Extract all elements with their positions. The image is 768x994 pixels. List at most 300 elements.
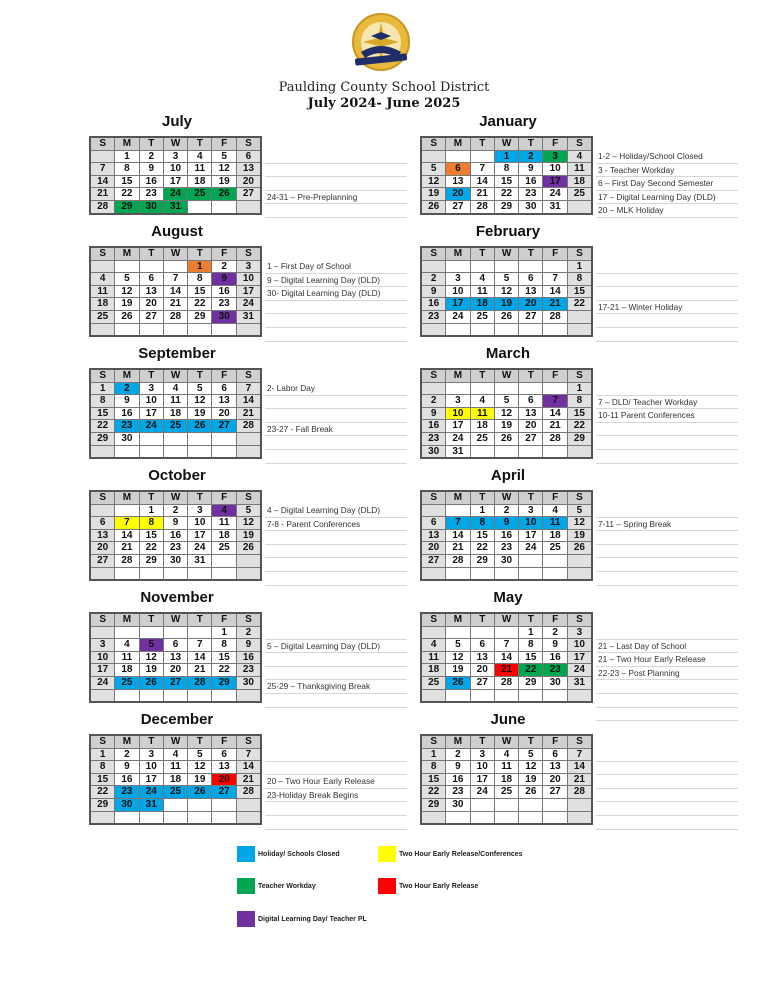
day-cell: 21 bbox=[567, 773, 592, 786]
day-cell: 2 bbox=[543, 626, 567, 639]
day-cell: 1 bbox=[212, 626, 236, 639]
day-cell: 16 bbox=[212, 285, 236, 298]
legend-item bbox=[378, 846, 523, 862]
day-cell: 27 bbox=[90, 554, 115, 567]
day-cell: 24 bbox=[446, 432, 470, 445]
day-cell: 25 bbox=[115, 676, 139, 689]
day-cell bbox=[567, 554, 592, 567]
day-cell: 29 bbox=[567, 432, 592, 445]
day-cell: 9 bbox=[543, 639, 567, 652]
weekday-header: S bbox=[90, 735, 115, 748]
week-row bbox=[90, 811, 261, 824]
weekday-header: T bbox=[470, 613, 494, 626]
day-cell bbox=[470, 150, 494, 163]
event-note bbox=[596, 328, 738, 342]
day-cell bbox=[494, 445, 518, 458]
event-note bbox=[596, 423, 738, 437]
weekday-header: W bbox=[494, 735, 518, 748]
day-cell: 11 bbox=[470, 407, 494, 420]
weekday-header: S bbox=[421, 491, 446, 504]
day-cell: 16 bbox=[543, 651, 567, 664]
day-cell: 1 bbox=[90, 382, 115, 395]
day-cell: 8 bbox=[90, 761, 115, 774]
weekday-header: F bbox=[212, 137, 236, 150]
day-cell bbox=[421, 626, 446, 639]
day-cell: 19 bbox=[115, 298, 139, 311]
day-cell: 28 bbox=[543, 432, 567, 445]
event-note bbox=[596, 775, 738, 789]
day-cell: 17 bbox=[236, 285, 261, 298]
day-cell: 2 bbox=[212, 260, 236, 273]
day-cell: 1 bbox=[139, 504, 163, 517]
day-cell: 11 bbox=[494, 761, 518, 774]
day-cell: 23 bbox=[115, 786, 139, 799]
day-cell bbox=[236, 554, 261, 567]
month-title: January bbox=[479, 113, 537, 130]
day-cell bbox=[543, 260, 567, 273]
day-cell: 27 bbox=[421, 554, 446, 567]
day-cell: 10 bbox=[567, 639, 592, 652]
month-title: April bbox=[490, 467, 526, 484]
weekday-header: S bbox=[421, 137, 446, 150]
day-cell: 13 bbox=[236, 163, 261, 176]
day-cell: 14 bbox=[470, 175, 494, 188]
day-cell: 23 bbox=[163, 542, 187, 555]
day-cell bbox=[543, 567, 567, 580]
day-cell: 8 bbox=[567, 273, 592, 286]
month-notes bbox=[265, 504, 407, 586]
weekday-header: S bbox=[236, 369, 261, 382]
week-row bbox=[421, 567, 592, 580]
day-cell: 6 bbox=[163, 639, 187, 652]
week-row bbox=[421, 529, 592, 542]
day-cell: 6 bbox=[139, 273, 163, 286]
day-cell bbox=[139, 445, 163, 458]
event-note: 1-2 – Holiday/School Closed bbox=[596, 150, 738, 164]
day-cell: 20 bbox=[470, 664, 494, 677]
day-cell: 22 bbox=[115, 188, 139, 201]
event-note bbox=[265, 301, 407, 315]
weekday-header: S bbox=[421, 613, 446, 626]
week-row bbox=[90, 420, 261, 433]
day-cell: 17 bbox=[567, 651, 592, 664]
day-cell: 3 bbox=[139, 748, 163, 761]
week-row bbox=[421, 310, 592, 323]
weekday-header: F bbox=[543, 735, 567, 748]
day-cell: 25 bbox=[567, 188, 592, 201]
day-cell: 18 bbox=[188, 175, 212, 188]
day-cell bbox=[139, 260, 163, 273]
day-cell: 25 bbox=[421, 676, 446, 689]
day-cell bbox=[139, 626, 163, 639]
day-cell: 30 bbox=[236, 676, 261, 689]
day-cell bbox=[212, 445, 236, 458]
day-cell bbox=[446, 626, 470, 639]
week-row bbox=[421, 773, 592, 786]
month-title: November bbox=[140, 589, 214, 606]
day-cell: 10 bbox=[139, 761, 163, 774]
day-cell bbox=[115, 626, 139, 639]
day-cell: 30 bbox=[212, 310, 236, 323]
event-note bbox=[265, 204, 407, 218]
day-cell: 3 bbox=[163, 150, 187, 163]
day-cell bbox=[188, 432, 212, 445]
day-cell: 12 bbox=[421, 175, 446, 188]
week-row bbox=[421, 323, 592, 336]
event-note bbox=[596, 545, 738, 559]
event-note bbox=[265, 328, 407, 342]
month-notes bbox=[265, 382, 407, 464]
day-cell bbox=[421, 504, 446, 517]
week-row bbox=[90, 382, 261, 395]
day-cell: 22 bbox=[567, 420, 592, 433]
day-cell: 8 bbox=[188, 273, 212, 286]
weekday-header: S bbox=[567, 369, 592, 382]
day-cell bbox=[212, 689, 236, 702]
month-title: February bbox=[475, 223, 541, 240]
day-cell: 8 bbox=[421, 761, 446, 774]
day-cell bbox=[236, 798, 261, 811]
day-cell bbox=[236, 811, 261, 824]
day-cell: 7 bbox=[236, 748, 261, 761]
day-cell: 28 bbox=[90, 200, 115, 213]
day-cell: 27 bbox=[139, 310, 163, 323]
week-row bbox=[421, 748, 592, 761]
month-title: May bbox=[493, 589, 523, 606]
day-cell: 16 bbox=[139, 175, 163, 188]
day-cell: 6 bbox=[212, 382, 236, 395]
event-note: 3 - Teacher Workday bbox=[596, 164, 738, 178]
day-cell: 7 bbox=[236, 382, 261, 395]
day-cell: 21 bbox=[494, 664, 518, 677]
event-note bbox=[596, 314, 738, 328]
day-cell bbox=[163, 323, 187, 336]
weekday-header: M bbox=[446, 491, 470, 504]
day-cell: 30 bbox=[494, 554, 518, 567]
day-cell: 12 bbox=[139, 651, 163, 664]
day-cell: 14 bbox=[567, 761, 592, 774]
legend-item bbox=[237, 878, 316, 894]
weekday-header: T bbox=[188, 491, 212, 504]
day-cell: 23 bbox=[421, 310, 446, 323]
day-cell: 7 bbox=[90, 163, 115, 176]
day-cell: 22 bbox=[188, 298, 212, 311]
day-cell: 31 bbox=[567, 676, 592, 689]
day-cell: 11 bbox=[188, 163, 212, 176]
event-note bbox=[596, 816, 738, 830]
day-cell: 16 bbox=[163, 529, 187, 542]
day-cell: 13 bbox=[519, 285, 543, 298]
weekday-header: T bbox=[519, 491, 543, 504]
day-cell bbox=[421, 323, 446, 336]
day-cell: 18 bbox=[421, 664, 446, 677]
weekday-header: T bbox=[519, 613, 543, 626]
legend-swatch bbox=[378, 846, 396, 862]
day-cell: 6 bbox=[519, 395, 543, 408]
event-note bbox=[265, 626, 407, 640]
day-cell: 1 bbox=[115, 150, 139, 163]
day-cell: 14 bbox=[90, 175, 115, 188]
day-cell: 20 bbox=[446, 188, 470, 201]
day-cell bbox=[115, 689, 139, 702]
day-cell: 19 bbox=[567, 529, 592, 542]
event-note bbox=[265, 177, 407, 191]
event-note: 9 – Digital Learning Day (DLD) bbox=[265, 274, 407, 288]
day-cell bbox=[567, 445, 592, 458]
day-cell: 4 bbox=[163, 748, 187, 761]
day-cell: 24 bbox=[567, 664, 592, 677]
week-row bbox=[421, 382, 592, 395]
day-cell: 9 bbox=[115, 395, 139, 408]
month-notes bbox=[596, 748, 738, 830]
day-cell: 1 bbox=[470, 504, 494, 517]
month-grid bbox=[89, 368, 262, 459]
day-cell: 5 bbox=[494, 273, 518, 286]
day-cell bbox=[115, 504, 139, 517]
day-cell: 5 bbox=[519, 748, 543, 761]
day-cell: 16 bbox=[115, 407, 139, 420]
day-cell: 9 bbox=[212, 273, 236, 286]
weekday-header: T bbox=[188, 137, 212, 150]
day-cell: 3 bbox=[188, 504, 212, 517]
event-note bbox=[265, 694, 407, 708]
weekday-header: F bbox=[212, 491, 236, 504]
event-note bbox=[596, 694, 738, 708]
day-cell bbox=[446, 567, 470, 580]
day-cell: 2 bbox=[421, 273, 446, 286]
legend-swatch bbox=[237, 878, 255, 894]
day-cell: 14 bbox=[236, 761, 261, 774]
day-cell bbox=[494, 260, 518, 273]
day-cell: 29 bbox=[212, 676, 236, 689]
week-row bbox=[421, 285, 592, 298]
day-cell: 22 bbox=[139, 542, 163, 555]
day-cell: 13 bbox=[163, 651, 187, 664]
weekday-header: M bbox=[115, 613, 139, 626]
weekday-header: S bbox=[567, 247, 592, 260]
day-cell: 19 bbox=[212, 175, 236, 188]
district-name: Paulding County School District bbox=[278, 80, 490, 95]
day-cell: 5 bbox=[494, 395, 518, 408]
event-note bbox=[265, 409, 407, 423]
week-row bbox=[90, 407, 261, 420]
legend-swatch bbox=[237, 911, 255, 927]
day-cell: 1 bbox=[494, 150, 518, 163]
day-cell: 21 bbox=[543, 420, 567, 433]
day-cell: 20 bbox=[139, 298, 163, 311]
month-grid bbox=[420, 612, 593, 703]
weekday-header: M bbox=[446, 735, 470, 748]
day-cell: 2 bbox=[519, 150, 543, 163]
day-cell: 24 bbox=[236, 298, 261, 311]
month-grid bbox=[89, 612, 262, 703]
day-cell: 28 bbox=[470, 200, 494, 213]
day-cell: 21 bbox=[470, 188, 494, 201]
day-cell: 13 bbox=[446, 175, 470, 188]
day-cell bbox=[236, 323, 261, 336]
week-row bbox=[421, 651, 592, 664]
week-row bbox=[90, 445, 261, 458]
event-note bbox=[265, 816, 407, 830]
day-cell bbox=[115, 567, 139, 580]
day-cell: 11 bbox=[163, 395, 187, 408]
day-cell: 28 bbox=[188, 676, 212, 689]
day-cell: 5 bbox=[236, 504, 261, 517]
day-cell bbox=[543, 445, 567, 458]
week-row bbox=[90, 323, 261, 336]
day-cell: 7 bbox=[543, 273, 567, 286]
day-cell bbox=[188, 323, 212, 336]
week-row bbox=[421, 395, 592, 408]
weekday-header: W bbox=[494, 613, 518, 626]
day-cell: 30 bbox=[446, 798, 470, 811]
weekday-header: F bbox=[543, 369, 567, 382]
day-cell: 7 bbox=[163, 273, 187, 286]
event-note bbox=[265, 762, 407, 776]
day-cell: 11 bbox=[567, 163, 592, 176]
month-notes bbox=[596, 260, 738, 342]
day-cell: 11 bbox=[115, 651, 139, 664]
weekday-header: T bbox=[470, 137, 494, 150]
day-cell bbox=[139, 323, 163, 336]
week-row bbox=[421, 798, 592, 811]
day-cell: 25 bbox=[90, 310, 115, 323]
day-cell: 30 bbox=[421, 445, 446, 458]
week-row bbox=[90, 554, 261, 567]
day-cell: 25 bbox=[470, 310, 494, 323]
day-cell bbox=[543, 798, 567, 811]
day-cell: 24 bbox=[139, 420, 163, 433]
day-cell: 5 bbox=[212, 150, 236, 163]
day-cell: 24 bbox=[163, 188, 187, 201]
week-row bbox=[90, 517, 261, 530]
week-row bbox=[90, 626, 261, 639]
weekday-header: S bbox=[90, 137, 115, 150]
weekday-header: T bbox=[139, 613, 163, 626]
day-cell: 21 bbox=[543, 298, 567, 311]
day-cell: 28 bbox=[494, 676, 518, 689]
day-cell: 25 bbox=[470, 432, 494, 445]
week-row bbox=[90, 150, 261, 163]
weekday-header: S bbox=[236, 137, 261, 150]
week-row bbox=[421, 639, 592, 652]
day-cell bbox=[494, 689, 518, 702]
day-cell: 28 bbox=[115, 554, 139, 567]
day-cell: 17 bbox=[519, 529, 543, 542]
day-cell: 1 bbox=[421, 748, 446, 761]
weekday-header: S bbox=[90, 247, 115, 260]
day-cell: 12 bbox=[446, 651, 470, 664]
weekday-header: S bbox=[567, 137, 592, 150]
day-cell: 25 bbox=[163, 786, 187, 799]
day-cell: 25 bbox=[188, 188, 212, 201]
event-note bbox=[265, 314, 407, 328]
day-cell: 20 bbox=[519, 420, 543, 433]
weekday-header: W bbox=[494, 369, 518, 382]
event-note bbox=[265, 150, 407, 164]
weekday-header: S bbox=[236, 247, 261, 260]
day-cell: 8 bbox=[519, 639, 543, 652]
weekday-header: F bbox=[212, 735, 236, 748]
day-cell: 5 bbox=[115, 273, 139, 286]
day-cell: 27 bbox=[236, 188, 261, 201]
day-cell bbox=[470, 445, 494, 458]
day-cell: 29 bbox=[139, 554, 163, 567]
day-cell: 18 bbox=[470, 298, 494, 311]
day-cell: 10 bbox=[519, 517, 543, 530]
week-row bbox=[421, 811, 592, 824]
event-note: 30- Digital Learning Day (DLD) bbox=[265, 287, 407, 301]
day-cell bbox=[470, 689, 494, 702]
month-notes bbox=[596, 382, 738, 464]
day-cell bbox=[494, 626, 518, 639]
event-note: 4 – Digital Learning Day (DLD) bbox=[265, 504, 407, 518]
day-cell: 30 bbox=[543, 676, 567, 689]
day-cell: 8 bbox=[90, 395, 115, 408]
day-cell bbox=[446, 150, 470, 163]
day-cell: 10 bbox=[543, 163, 567, 176]
week-row bbox=[90, 260, 261, 273]
month-title: October bbox=[148, 467, 206, 484]
week-row bbox=[421, 676, 592, 689]
weekday-header: F bbox=[212, 247, 236, 260]
week-row bbox=[90, 761, 261, 774]
day-cell: 24 bbox=[543, 188, 567, 201]
day-cell: 30 bbox=[163, 554, 187, 567]
day-cell bbox=[446, 323, 470, 336]
day-cell bbox=[90, 567, 115, 580]
day-cell: 11 bbox=[163, 761, 187, 774]
day-cell bbox=[519, 445, 543, 458]
legend-label: Teacher Workday bbox=[258, 882, 316, 890]
day-cell bbox=[90, 150, 115, 163]
day-cell: 15 bbox=[494, 175, 518, 188]
day-cell bbox=[212, 554, 236, 567]
day-cell: 5 bbox=[421, 163, 446, 176]
week-row bbox=[421, 150, 592, 163]
day-cell: 3 bbox=[567, 626, 592, 639]
day-cell: 7 bbox=[446, 517, 470, 530]
day-cell bbox=[139, 432, 163, 445]
weekday-header: W bbox=[163, 735, 187, 748]
day-cell: 26 bbox=[188, 786, 212, 799]
day-cell: 19 bbox=[519, 773, 543, 786]
weekday-header: T bbox=[519, 735, 543, 748]
day-cell bbox=[188, 626, 212, 639]
legend-label: Digital Learning Day/ Teacher PL bbox=[258, 915, 367, 923]
day-cell bbox=[421, 689, 446, 702]
day-cell: 26 bbox=[494, 310, 518, 323]
day-cell bbox=[90, 689, 115, 702]
month-grid bbox=[89, 136, 262, 215]
day-cell bbox=[421, 382, 446, 395]
day-cell: 23 bbox=[446, 786, 470, 799]
day-cell: 29 bbox=[421, 798, 446, 811]
day-cell: 5 bbox=[567, 504, 592, 517]
day-cell bbox=[567, 689, 592, 702]
day-cell bbox=[567, 200, 592, 213]
day-cell bbox=[470, 798, 494, 811]
day-cell bbox=[163, 689, 187, 702]
event-note bbox=[596, 504, 738, 518]
day-cell: 22 bbox=[494, 188, 518, 201]
day-cell: 23 bbox=[212, 298, 236, 311]
day-cell: 26 bbox=[188, 420, 212, 433]
day-cell: 3 bbox=[446, 273, 470, 286]
legend-item bbox=[378, 878, 478, 894]
day-cell: 27 bbox=[543, 786, 567, 799]
day-cell: 15 bbox=[519, 651, 543, 664]
